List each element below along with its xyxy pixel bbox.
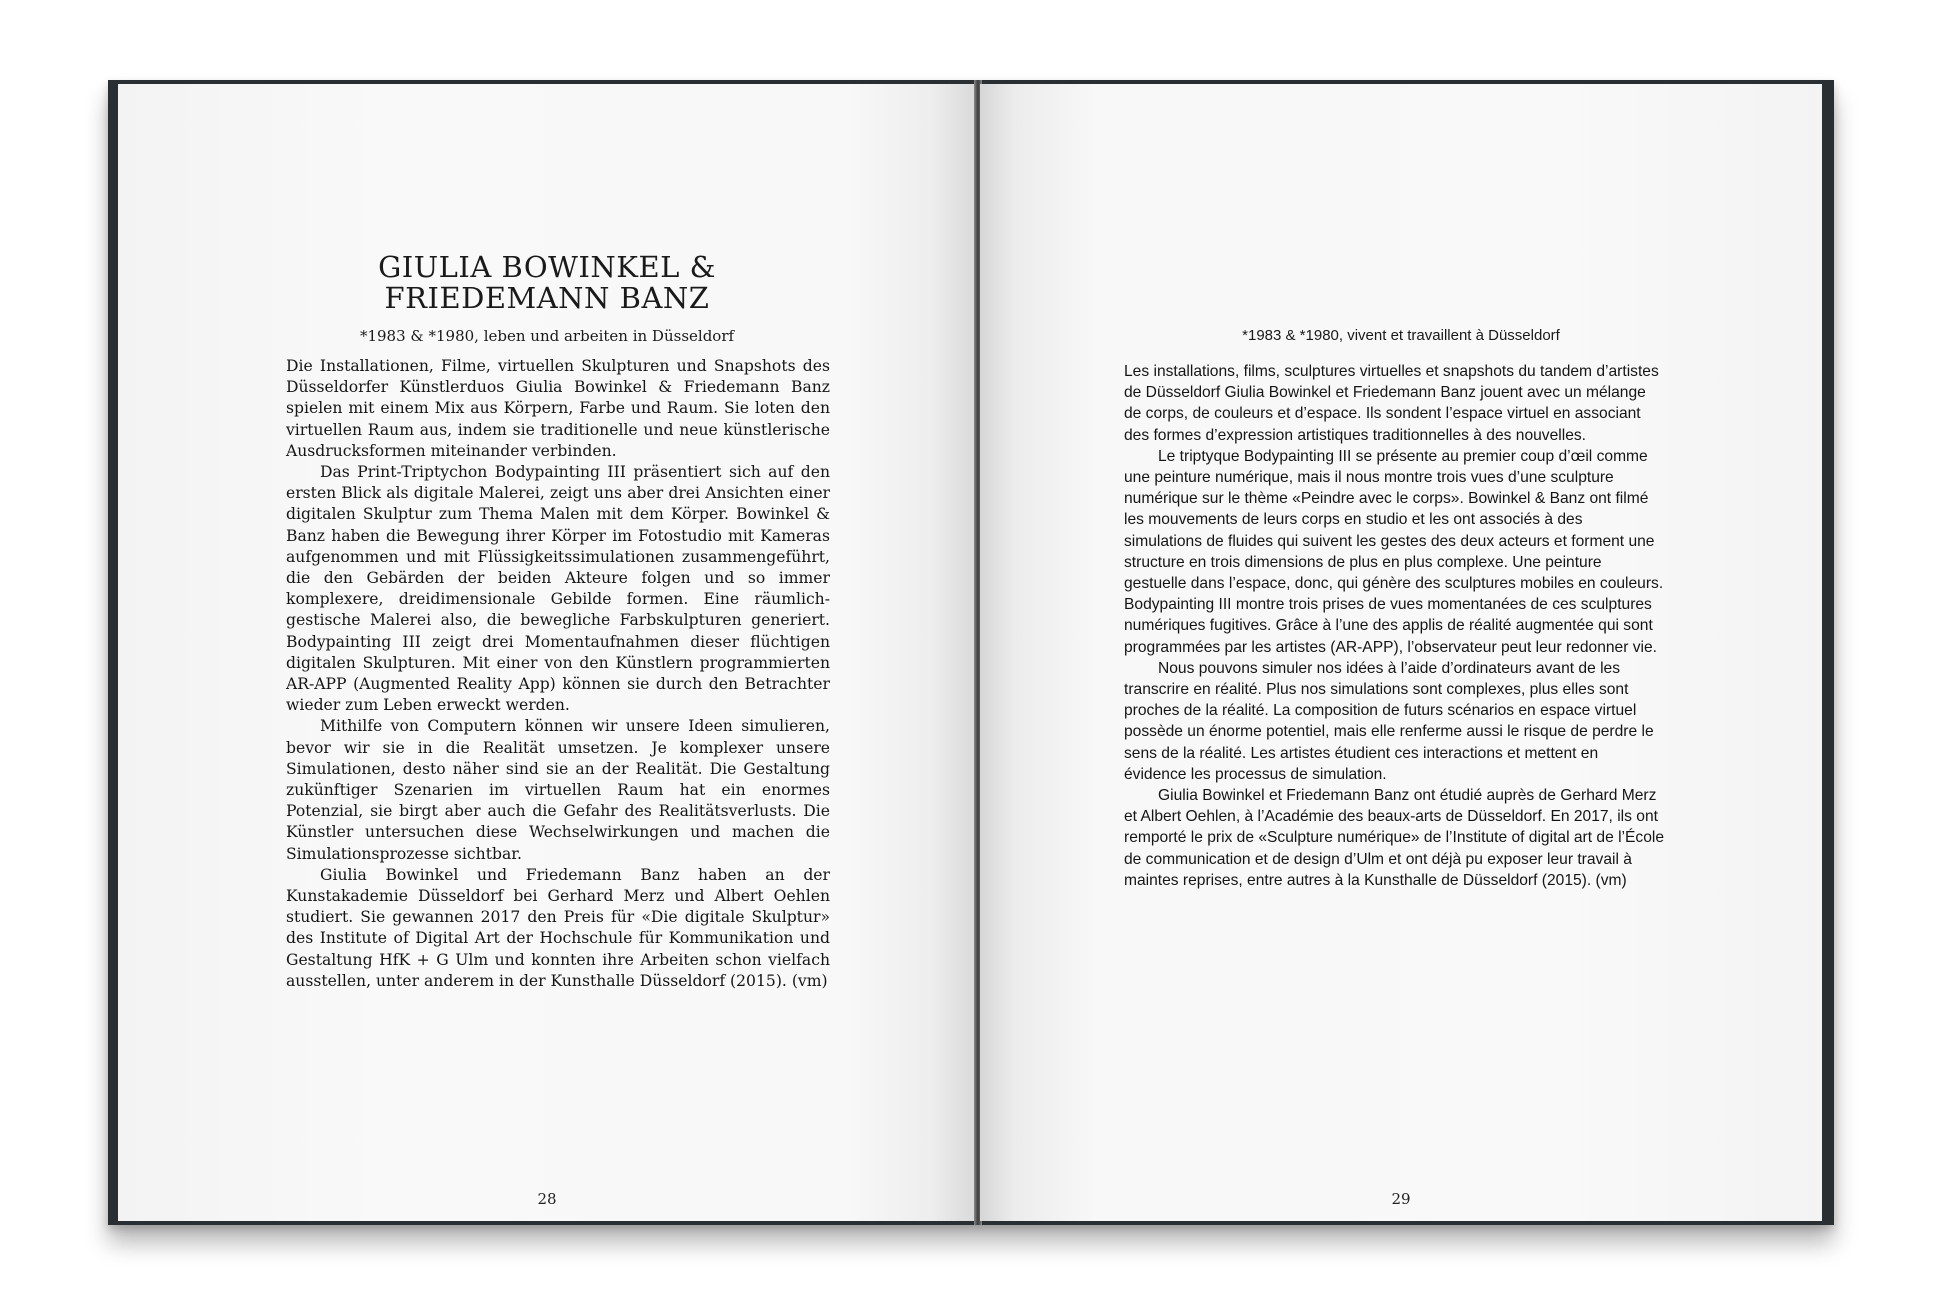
left-subtitle: *1983 & *1980, leben und arbeiten in Düsseldorf [359, 327, 735, 345]
right-page [980, 84, 1822, 1221]
page-number-left: 28 [537, 1190, 557, 1208]
left-paragraph-3: Mithilfe von Computern können wir unsere Ideen simulieren, bevor wir sie in die Realität umsetzen. Je komplexer unsere Simulationen, desto näher sind sie an der Realität. Die Gestaltung zukünftiger Szenarien im virtuellen Raum hat ein enormes Potenzial, sie birgt aber auch die Gefahr des Realitätsverlusts. Die Künstler untersuchen diese Wechselwirkungen und machen die Simulationsprozesse sichtbar. [286, 717, 830, 863]
open-book [108, 80, 1834, 1225]
right-paragraph-4: Giulia Bowinkel et Friedemann Banz ont étudié auprès de Gerhard Merz et Albert Oehlen, à l’Académie des beaux-arts de Düsseldorf. En 2017, ils ont remporté le prix de «Sculpture numérique» de l’Institute of digital art de l’École de communication et de design d’Ulm et ont déjà pu exposer leur travail à maintes reprises, entre autres à la Kunsthalle de Düsseldorf (2015). (vm) [1124, 787, 1665, 889]
left-paragraph-1: Die Installationen, Filme, virtuellen Skulpturen und Snapshots des Düsseldorfer Künstlerduos Giulia Bowinkel & Friedemann Banz spielen mit einem Mix aus Körpern, Farbe und Raum. Sie loten den virtuellen Raum aus, indem sie traditionelle und neue künstlerische Ausdrucksformen miteinander verbinden. [286, 357, 830, 460]
left-paragraph-2: Das Print-Triptychon Bodypainting III präsentiert sich auf den ersten Blick als digitale Malerei, zeigt uns aber drei Ansichten einer digitalen Skulptur zum Thema Malen mit dem Körper. Bowinkel & Banz haben die Bewegung ihrer Körper im Fotostudio mit Kameras aufgenommen und mit Flüssigkeitssimulationen zusammengeführt, die den Gebärden der beiden Akteure folgen und so immer komplexere, dreidimensionale Gebilde formen. Eine räumlich-gestische Malerei also, die bewegliche Farbskulpturen generiert. Bodypainting III zeigt drei Momentaufnahmen dieser flüchtigen digitalen Skulpturen. Mit einer von den Künstlern programmierten AR-APP (Augmented Reality App) können sie durch den Betrachter wieder zum Leben erweckt werden. [286, 463, 830, 715]
title-line-1: GIULIA BOWINKEL & [378, 250, 716, 284]
title-line-2: FRIEDEMANN BANZ [384, 281, 710, 315]
left-page [118, 84, 976, 1221]
left-paragraph-4: Giulia Bowinkel und Friedemann Banz haben an der Kunstakademie Düsseldorf bei Gerhard Merz und Albert Oehlen studiert. Sie gewannen 2017 den Preis für «Die digitale Skulptur» des Institute of Digital Art der Hochschule für Kommunikation und Gestaltung HfK + G Ulm und konnten ihre Arbeiten schon vielfach ausstellen, unter anderem in der Kunsthalle Düsseldorf (2015). (vm) [286, 865, 830, 990]
artist-title [118, 252, 976, 314]
right-body-text [1124, 361, 1664, 891]
right-paragraph-1: Les installations, films, sculptures virtuelles et snapshots du tandem d’artistes de Düsseldorf Giulia Bowinkel et Friedemann Banz jouent avec un mélange de corps, de couleurs et d’espace. Ils sondent l’espace virtuel en associant des formes d’expression artistiques traditionnelles à des nouvelles. [1124, 363, 1659, 444]
left-body-text [286, 356, 830, 992]
right-paragraph-3: Nous pouvons simuler nos idées à l’aide d’ordinateurs avant de les transcrire en réalité. Plus nos simulations sont complexes, plus elles sont proches de la réalité. La composition de futurs scénarios en espace virtuel possède un énorme potentiel, mais elle renferme aussi le risque de perdre le sens de la réalité. Les artistes étudient ces interactions et mettent en évidence les processus de simulation. [1124, 659, 1654, 783]
right-paragraph-2: Le triptyque Bodypainting III se présente au premier coup d’œil comme une peinture numérique, mais il nous montre trois vues d’une sculpture numérique sur le thème «Peindre avec le corps». Bowinkel & Banz ont filmé les mouvements de leurs corps en studio et les ont associés à des simulations de fluides qui suivent les gestes des deux acteurs et forment une structure en trois dimensions de plus en plus complexe. Une peinture gestuelle dans l’espace, donc, qui génère des sculptures mobiles en couleurs. Bodypainting III montre trois prises de vues momentanées de ces sculptures numériques fugitives. Grâce à l’une des applis de réalité augmentée qui sont programmées par les artistes (AR-APP), l’observateur peut leur redonner vie. [1124, 447, 1664, 656]
right-subtitle: *1983 & *1980, vivent et travaillent à Düsseldorf [1242, 327, 1560, 344]
page-number-right: 29 [1391, 1190, 1411, 1208]
